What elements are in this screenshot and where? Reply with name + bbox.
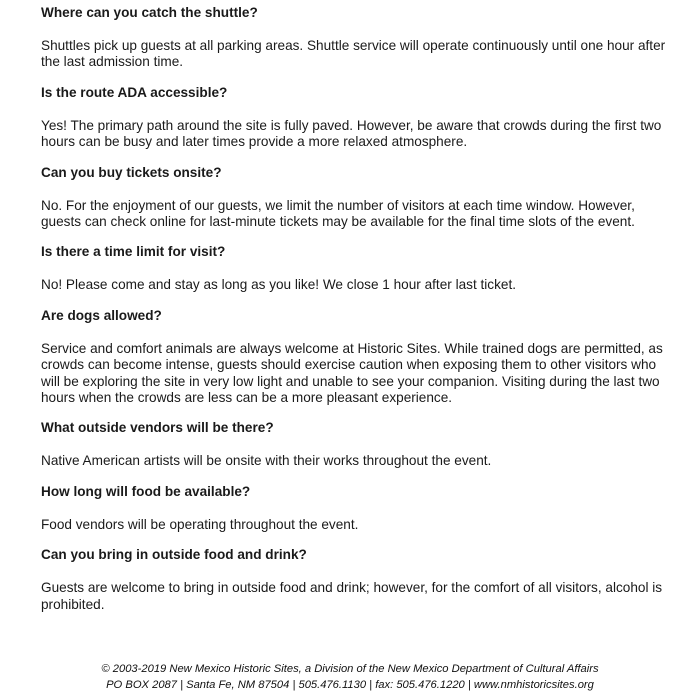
faq-item-ada: [41, 84, 666, 151]
page-footer: [0, 661, 700, 693]
faq-answer: Yes! The primary path around the site is fully paved. However, be aware that crowds during the first two hours can be busy and later times provide a more relaxed atmosphere.: [41, 117, 662, 150]
faq-item-tickets: [41, 164, 666, 231]
footer-copyright: © 2003-2019 New Mexico Historic Sites, a Division of the New Mexico Department of Cultural Affairs: [101, 663, 599, 675]
faq-list: [41, 4, 666, 626]
faq-question: Where can you catch the shuttle?: [41, 5, 258, 20]
faq-question: Can you bring in outside food and drink?: [41, 547, 307, 563]
faq-item-food: [41, 483, 666, 533]
faq-answer: Shuttles pick up guests at all parking areas. Shuttle service will operate continuously until one hour after the last admission time.: [41, 38, 666, 70]
faq-item-vendors: [41, 419, 666, 469]
faq-question: How long will food be available?: [41, 483, 251, 499]
faq-answer: No! Please come and stay as long as you like! We close 1 hour after last ticket.: [41, 277, 517, 293]
faq-answer: Service and comfort animals are always welcome at Historic Sites. While trained dogs are permitted, as crowds can become intense, guests should exercise caution when exposing them to other visitors who will be exploring the site in very low light and unable to see your companion. Visiting during the last two hours when the crowds are less can be a more pleasant experience.: [41, 340, 663, 406]
footer-contact: PO BOX 2087 | Santa Fe, NM 87504 | 505.476.1130 | fax: 505.476.1220 | www.nmhistoricsites.org: [106, 679, 594, 691]
faq-question: What outside vendors will be there?: [41, 420, 274, 436]
faq-question: Can you buy tickets onsite?: [41, 164, 222, 180]
faq-answer: Guests are welcome to bring in outside food and drink; however, for the comfort of all visitors, alcohol is prohibited.: [41, 580, 663, 612]
faq-answer: No. For the enjoyment of our guests, we limit the number of visitors at each time window. However, guests can check online for last-minute tickets may be available for the final time slots of the event.: [41, 197, 635, 230]
faq-item-shuttle: [41, 4, 666, 71]
faq-question: Is the route ADA accessible?: [41, 84, 228, 100]
faq-item-outside-food: [41, 546, 666, 613]
faq-item-dogs: [41, 307, 666, 407]
faq-question: Is there a time limit for visit?: [41, 244, 226, 260]
faq-item-time-limit: [41, 243, 666, 293]
faq-answer: Food vendors will be operating throughout the event.: [41, 516, 359, 532]
faq-answer: Native American artists will be onsite with their works throughout the event.: [41, 453, 492, 469]
faq-question: Are dogs allowed?: [41, 307, 162, 323]
